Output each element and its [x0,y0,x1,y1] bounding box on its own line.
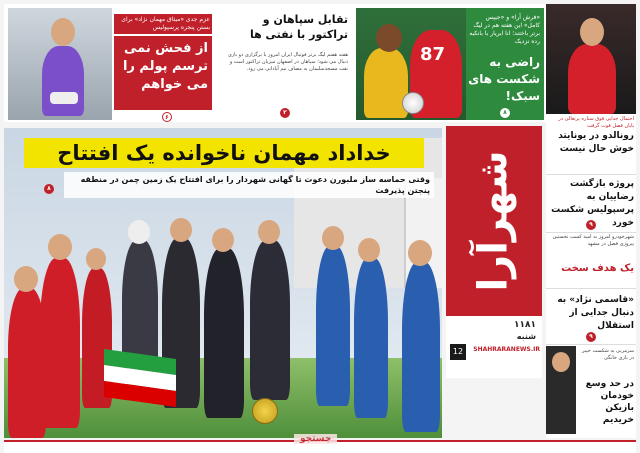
top-story-3[interactable] [356,8,544,120]
goalkeeper-figure [42,46,84,116]
soccer-ball-icon [252,398,278,424]
official-3 [250,240,290,400]
main-headline: خداداد مهمان ناخوانده یک افتتاح [24,138,424,168]
official-2-head [212,228,234,252]
sidebar-story-3[interactable] [546,234,636,286]
coach-head [552,352,570,372]
child-right-2 [354,258,388,418]
sidebar-story-5-kicker: سرمربی به شکست خیبر در بازی خانگی [582,348,634,361]
sidebar-story-5[interactable] [546,346,636,438]
child-right-3 [402,262,440,432]
masthead-day: شنبه [516,332,536,341]
child-left-3-head [86,248,106,270]
sidebar-story-2[interactable] [546,176,636,232]
masthead-logo-text: شهرآرا [471,150,518,292]
jersey-number: 87 [420,44,446,65]
iran-flag [104,349,176,407]
top-story-2-page-badge: ۲ [280,108,290,118]
sidebar-story-4-page-badge: ۹ [586,332,596,342]
sidebar-divider-3 [546,288,636,289]
right-sidebar [546,4,636,438]
top-strip [4,4,546,122]
top-story-1-kicker: عزم جدی «میثاق مهمان نژاد» برای بستن پنجره پرسپولیس [114,14,212,34]
sidebar-divider-2 [546,232,636,233]
sidebar-story-1-headline: رونالدو در یونایتد خوش حال نیست [558,131,634,154]
top-story-1[interactable] [8,8,214,120]
masthead-site[interactable]: SHAHRARANEWS.IR [473,346,540,353]
official-cleric-head [128,220,150,244]
sidebar-story-3-headline: یک هدف سخت [561,263,634,274]
yellow-player [364,48,408,118]
child-left-2-head [48,234,72,260]
top-story-2-headline: تقابل سپاهان و تراکتور با نفتی ها [249,13,348,41]
top-story-2[interactable] [218,8,352,120]
official-1-head [170,218,192,242]
top-story-2-body: هفته هفتم لیگ برتر فوتبال ایران امروز با برگزاری دو بازی دنبال می شود؛ سپاهان در اصفهان میزبان تراکتور است و نفت مسجدسلیمان به مصاف تیم آبادانی می رود. [227,52,348,72]
main-page-badge: ۸ [44,184,54,194]
sidebar-divider-4 [546,344,636,345]
bottom-strip [4,434,636,453]
masthead-day-number: 12 [450,344,466,360]
top-story-1-headline: از فحش نمی ترسم پولم را می خواهم [114,36,212,110]
ball-icon [402,92,424,114]
sidebar-story-5-headline: در حد وسع خودمان بازیکن خریدیم [585,379,634,425]
ronaldo-figure [568,44,616,114]
bottom-stamp: جستجو [294,434,337,444]
top-story-1-page-badge: ۶ [162,112,172,122]
top-story-3-headline: راضی به شکست های سبک! [468,55,540,103]
coach-photo [546,346,576,434]
sidebar-story-2-page-badge: ۹ [586,220,596,230]
child-left-1-head [14,266,38,292]
top-story-3-kicker: «فرش آرا» و «جیپس کامل» این هفته هم در لیگ برتر باختند؛ انا ایریار با بانکیه رده نزدیک [469,14,540,45]
yellow-player-head [376,24,402,52]
sidebar-story-4-headline: «قاسمی نژاد» به دنبال جدایی از استقلال [557,295,634,331]
masthead-logo [446,126,542,316]
sidebar-story-4[interactable] [546,292,636,344]
goalkeeper-head [51,18,75,46]
child-right-2-head [358,238,380,262]
child-right-1 [316,246,350,406]
top-story-3-page-badge: ۸ [500,108,510,118]
masthead-issue: ۱۱۸۱ [514,320,536,330]
child-right-1-head [322,226,344,250]
ronaldo-photo [546,4,636,114]
sidebar-story-2-headline: پروژه بازگشت رضاییان به پرسپولیس شکست خورد [551,179,634,228]
goalkeeper-photo [8,8,112,120]
sidebar-story-1-kicker: احتمال جدایی فوق ستاره پرتغالی در پایان فصل قوت گرفت [558,116,634,129]
official-2 [204,248,244,418]
masthead-info [446,318,542,378]
sidebar-divider-1 [546,174,636,175]
sidebar-story-3-kicker: شهرخودرو امروز به امید کسب نخستین پیروزی فصل در مشهد [552,234,634,247]
main-story[interactable] [4,128,442,438]
goalkeeper-gloves [50,92,78,104]
sidebar-story-1[interactable] [546,116,636,176]
masthead [446,126,542,378]
official-3-head [258,220,280,244]
main-subhead: وقتی حماسه ساز ملبورن دعوت تا گهانی شهردار را برای افتتاح یک زمین چمن در منطقه پنجتن پذیرفت [64,172,434,198]
child-left-2 [40,258,80,428]
players-photo [356,8,466,120]
ronaldo-head [580,18,604,46]
child-right-3-head [408,240,432,266]
